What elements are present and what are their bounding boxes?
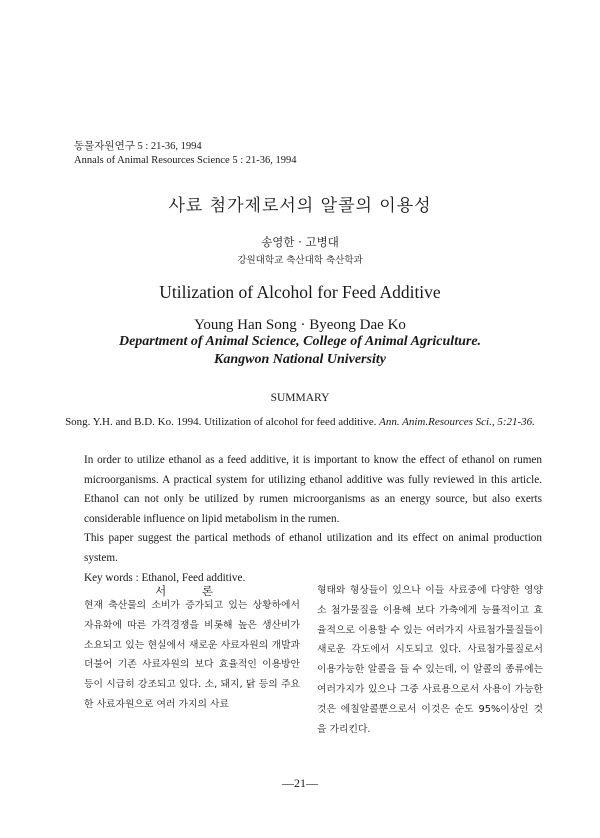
summary-heading: SUMMARY	[270, 392, 330, 404]
authors-korean: 송영한 · 고병대	[261, 235, 339, 249]
keywords: Key words : Ethanol, Feed additive.	[84, 571, 246, 584]
citation-text: Song. Y.H. and B.D. Ko. 1994. Utilization of alcohol for feed additive.	[65, 416, 380, 428]
university-english: Kangwon National University	[214, 352, 386, 367]
abstract-paragraph-1: In order to utilize ethanol as a feed additive, it is important to know the effect of ethanol on rumen microorganisms. A practical system for utilizing ethanol additive was fully reviewed in this article. Ethanol can not only be utilized by rumen microorganisms as an energy source, but also exerts considerable influence on lipid metabolism in the rumen.	[84, 454, 542, 525]
abstract	[84, 451, 542, 588]
page-number: —21—	[282, 776, 318, 790]
title-english: Utilization of Alcohol for Feed Additive	[159, 282, 441, 302]
affiliation-korean: 강원대학교 축산대학 축산학과	[237, 255, 363, 266]
body-column-right: 형태와 형상들이 있으나 이들 사료중에 다양한 영양소 첨가물질을 이용해 보다 가축에게 능률적이고 효율적으로 이용할 수 있는 여러가지 사료첨가물질들이 새로운 각도에서 시도되고 있다. 사료첨가물질로서 이용가능한 알콜을 들 수 있는데, 이 알콜의 종류에는 여러가지가 있으나 그중 사료용으로서 사용이 가능한 것은 에칠알콜뿐으로서 이것은 순도 95%이상인 것을 가리킨다.	[317, 585, 543, 735]
title-korean: 사료 첨가제로서의 알콜의 이용성	[168, 196, 432, 216]
authors-english: Young Han Song · Byeong Dae Ko	[194, 317, 406, 333]
section-heading-introduction: 서 론	[155, 584, 229, 598]
citation-journal: Ann. Anim.Resources Sci., 5:21-36.	[379, 416, 535, 428]
journal-line-ko: 동물자원연구 5 : 21-36, 1994	[74, 141, 202, 152]
department-english: Department of Animal Science, College of Animal Agriculture.	[118, 334, 482, 349]
body-column-left: 현재 축산물의 소비가 증가되고 있는 상황하에서 자유화에 따른 가격경쟁을 비롯해 높은 생산비가 소요되고 있는 현실에서 새로운 사료자원의 개발과 더불어 기존 사료자원의 보다 효율적인 이용방안 등이 시급히 강조되고 있다. 소, 돼지, 닭 등의 주요한 사료자원으로 여러 가지의 사료	[84, 600, 300, 710]
citation	[0, 416, 600, 428]
journal-line-en: Annals of Animal Resources Science 5 : 21-36, 1994	[74, 155, 297, 166]
abstract-paragraph-2: This paper suggest the partical methods of ethanol utilization and its effect on animal production system.	[84, 532, 542, 564]
journal-info	[74, 140, 297, 168]
